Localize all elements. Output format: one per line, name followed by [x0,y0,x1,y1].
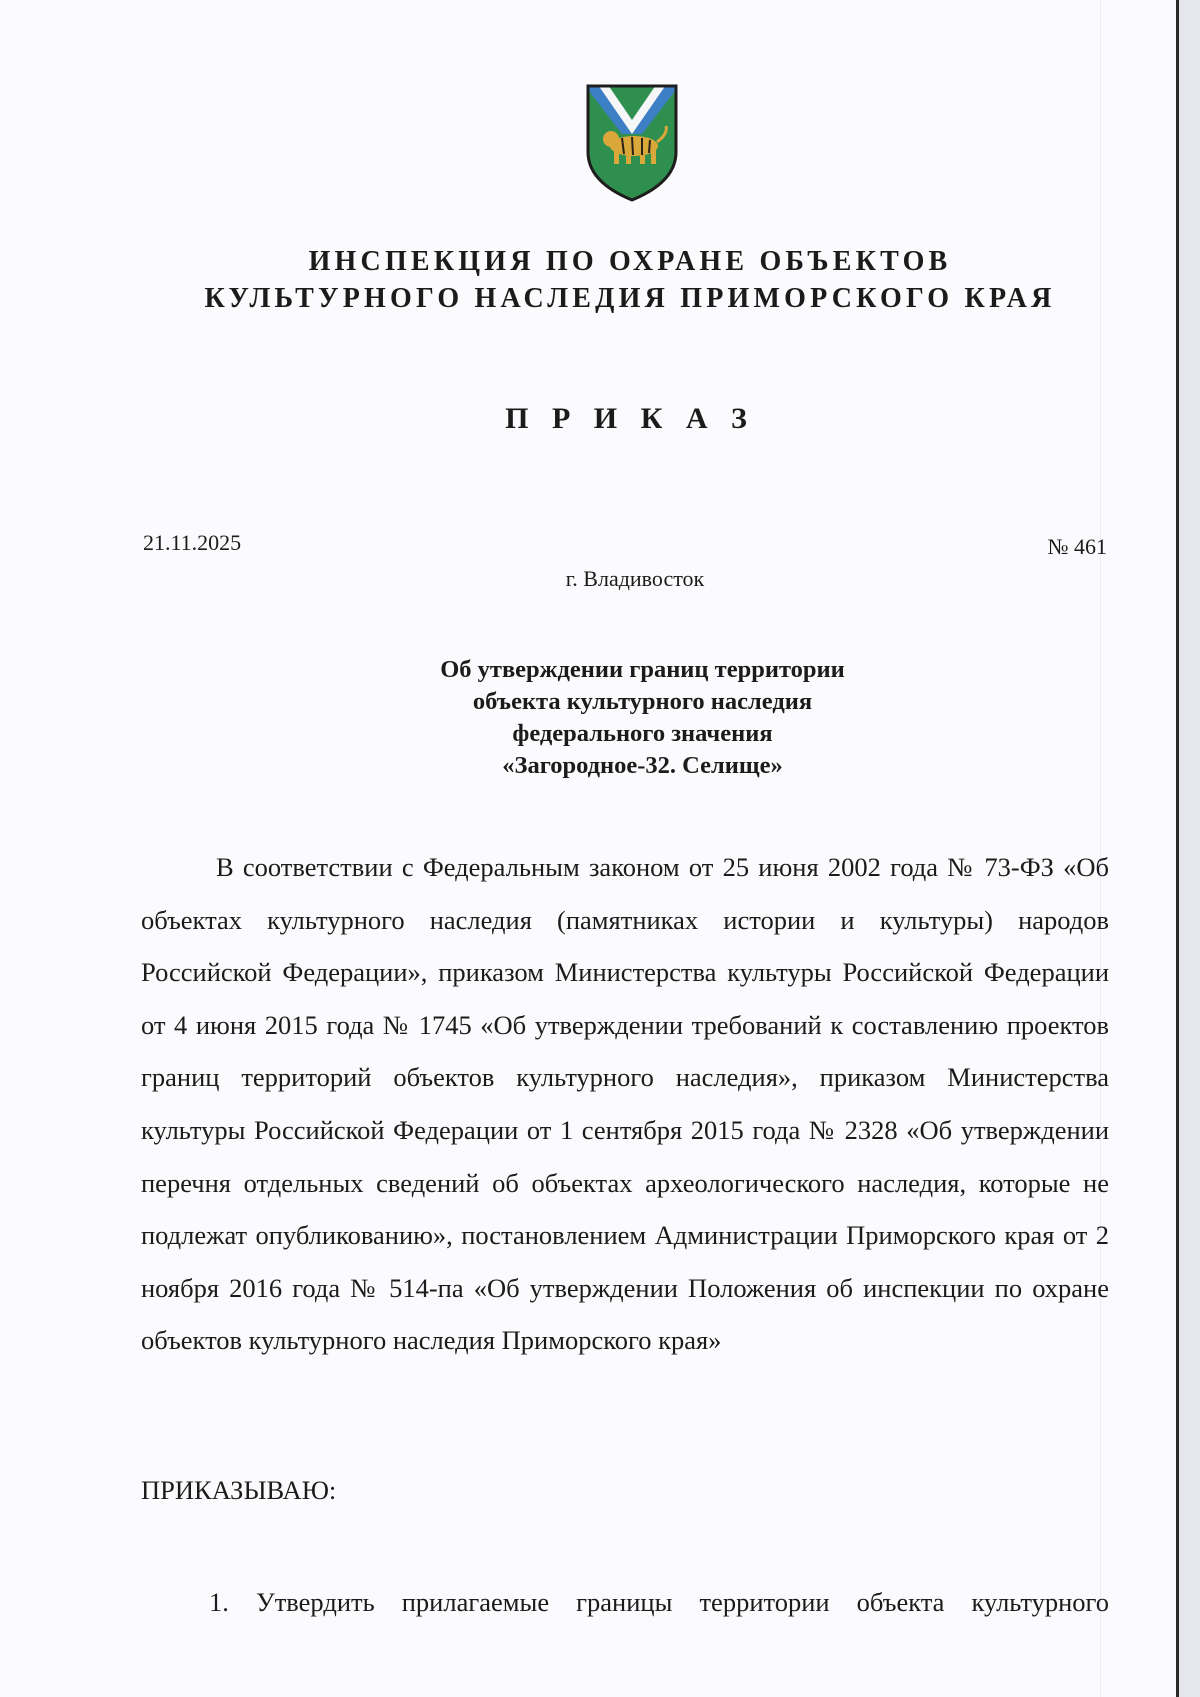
organization-name-line1: ИНСПЕКЦИЯ ПО ОХРАНЕ ОБЪЕКТОВ [308,246,952,277]
document-title-line2: объекта культурного наследия [472,688,813,715]
document-date: 21.11.2025 [143,530,242,555]
document-title-line4: «Загородное-32. Селище» [502,752,783,779]
order-word: ПРИКАЗЫВАЮ: [141,1475,337,1505]
preamble-text: В соответствии с Федеральным законом от 25 июня 2002 года № 73-ФЗ «Об объектах культурного наследия (памятниках истории и культуры) народов Российской Федерации», приказом Министерства культуры Российской Федерации от 4 июня 2015 года № 1745 «Об утверждении требований к составлению проектов границ территорий объектов культурного наследия», приказом Министерства культуры Российской Федерации от 1 сентября 2015 года № 2328 «Об утверждении перечня отдельных сведений об объектах археологического наследия, которые не подлежат опубликованию», постановлением Администрации Приморского края от 2 ноября 2016 года № 514-па «Об утверждении Положения об инспекции по охране объектов культурного наследия Приморского края» [141,852,1109,1356]
coat-of-arms-icon [582,82,682,204]
item-number: 1. [209,1587,229,1617]
document-city: г. Владивосток [565,566,705,591]
organization-name-line2: КУЛЬТУРНОГО НАСЛЕДИЯ ПРИМОРСКОГО КРАЯ [204,283,1056,314]
preamble-paragraph [141,841,1109,1367]
document-title-line3: федерального значения [512,720,773,747]
document-title-line1: Об утверждении границ территории [440,656,845,683]
item-text: Утвердить прилагаемые границы территории объекта культурного [255,1587,1110,1617]
document-number: № 461 [1047,534,1107,559]
order-item-1 [141,1587,1109,1618]
document-type: П Р И К А З [505,402,755,435]
